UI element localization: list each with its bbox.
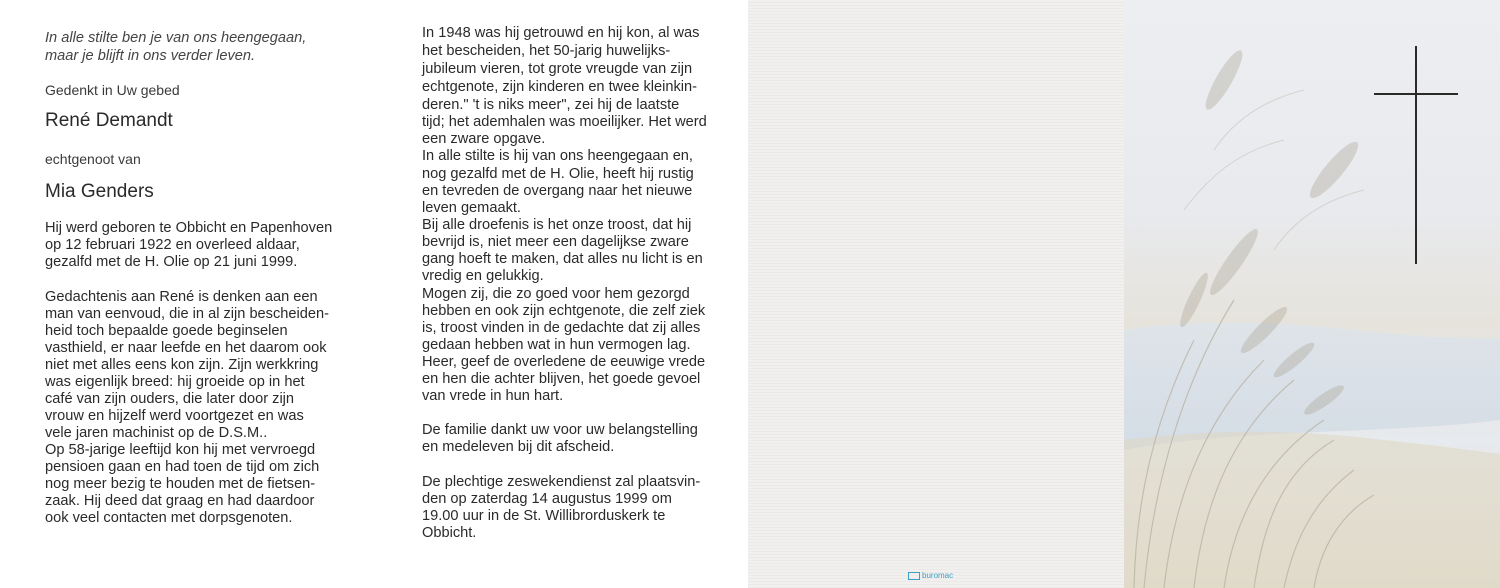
life-line: en hen die achter blijven, het goede gevoel bbox=[422, 371, 701, 387]
birth-line: op 12 februari 1922 en overleed aldaar, bbox=[45, 237, 300, 253]
memory-line: vasthield, er naar leefde en het daarom ook bbox=[45, 340, 327, 356]
spouse-label: echtgenoot van bbox=[45, 151, 141, 167]
remembrance-text: Gedenkt in Uw gebed bbox=[45, 82, 180, 98]
thanks-line: en medeleven bij dit afscheid. bbox=[422, 439, 615, 455]
publisher-logo bbox=[908, 571, 953, 580]
memory-line: nog meer bezig te houden met de fietsen- bbox=[45, 476, 316, 492]
life-line: In 1948 was hij getrouwd en hij kon, al was bbox=[422, 25, 700, 41]
life-line: een zware opgave. bbox=[422, 131, 546, 147]
life-line: hebben en ook zijn echtgenote, die zelf ziek bbox=[422, 303, 706, 319]
life-line: Bij alle droefenis is het onze troost, dat hij bbox=[422, 217, 692, 233]
memory-line: pensioen gaan en had toen de tijd om zich bbox=[45, 459, 320, 475]
service-line: den op zaterdag 14 augustus 1999 om bbox=[422, 491, 672, 507]
memory-line: zaak. Hij deed dat graag en had daardoor bbox=[45, 493, 315, 509]
life-line: gedaan hebben wat in hun vermogen lag. bbox=[422, 337, 691, 353]
life-line: van vrede in hun hart. bbox=[422, 388, 564, 404]
life-line: bevrijd is, niet meer een dagelijkse zware bbox=[422, 234, 689, 250]
life-line: het bescheiden, het 50-jarig huwelijks- bbox=[422, 43, 671, 59]
life-line: en tevreden de overgang naar het nieuwe bbox=[422, 183, 693, 199]
memory-line: vele jaren machinist op de D.S.M.. bbox=[45, 425, 268, 441]
brand-text: buromac bbox=[922, 571, 954, 580]
service-line: De plechtige zeswekendienst zal plaatsvin- bbox=[422, 474, 701, 490]
verse-line-2: maar je blijft in ons verder leven. bbox=[45, 48, 256, 64]
middle-panel bbox=[375, 0, 748, 588]
birth-line: gezalfd met de H. Olie op 21 juni 1999. bbox=[45, 254, 298, 270]
memory-line: was eigenlijk breed: hij groeide op in het bbox=[45, 374, 305, 390]
brand-mark-icon bbox=[908, 572, 920, 580]
service-line: Obbicht. bbox=[422, 525, 477, 541]
memory-line: niet met alles eens kon zijn. Zijn werkkring bbox=[45, 357, 319, 373]
life-line: nog gezalfd met de H. Olie, heeft hij rustig bbox=[422, 166, 694, 182]
life-line: Heer, geef de overledene de eeuwige vrede bbox=[422, 354, 706, 370]
thanks-line: De familie dankt uw voor uw belangstelling bbox=[422, 422, 698, 438]
life-line: Mogen zij, die zo goed voor hem gezorgd bbox=[422, 286, 690, 302]
spouse-name: Mia Genders bbox=[45, 181, 154, 202]
front-cover-panel bbox=[1124, 0, 1500, 588]
deceased-name: René Demandt bbox=[45, 110, 173, 131]
life-line: is, troost vinden in de gedachte dat zij alles bbox=[422, 320, 701, 336]
verse-line-1: In alle stilte ben je van ons heengegaan, bbox=[45, 30, 307, 46]
service-line: 19.00 uur in de St. Willibrorduskerk te bbox=[422, 508, 666, 524]
memory-line: vrouw en hijzelf werd voortgezet en was bbox=[45, 408, 304, 424]
life-line: leven gemaakt. bbox=[422, 200, 521, 216]
life-line: tijd; het ademhalen was moeilijker. Het werd bbox=[422, 114, 707, 130]
cross-horizontal-bar bbox=[1374, 93, 1458, 95]
birth-line: Hij werd geboren te Obbicht en Papenhoven bbox=[45, 220, 333, 236]
memory-line: café van zijn ouders, die later door zijn bbox=[45, 391, 295, 407]
back-cover-panel bbox=[748, 0, 1124, 588]
memory-line: man van eenvoud, die in al zijn bescheiden- bbox=[45, 306, 329, 322]
memory-line: Op 58-jarige leeftijd kon hij met vervroegd bbox=[45, 442, 316, 458]
memory-line: ook veel contacten met dorpsgenoten. bbox=[45, 510, 293, 526]
life-line: echtgenote, zijn kinderen en twee kleinkin- bbox=[422, 79, 698, 95]
cross-vertical-bar bbox=[1415, 46, 1417, 264]
memory-line: heid toch bepaalde goede beginselen bbox=[45, 323, 288, 339]
memory-line: Gedachtenis aan René is denken aan een bbox=[45, 289, 318, 305]
left-panel bbox=[0, 0, 375, 588]
life-line: In alle stilte is hij van ons heengegaan en, bbox=[422, 148, 693, 164]
life-line: deren." 't is niks meer", zei hij de laatste bbox=[422, 97, 680, 113]
life-line: vredig en gelukkig. bbox=[422, 268, 544, 284]
reed-landscape-illustration bbox=[1124, 0, 1500, 588]
life-line: gang hoeft te maken, dat alles nu licht is en bbox=[422, 251, 703, 267]
life-line: jubileum vieren, tot grote vreugde van zijn bbox=[422, 61, 693, 77]
